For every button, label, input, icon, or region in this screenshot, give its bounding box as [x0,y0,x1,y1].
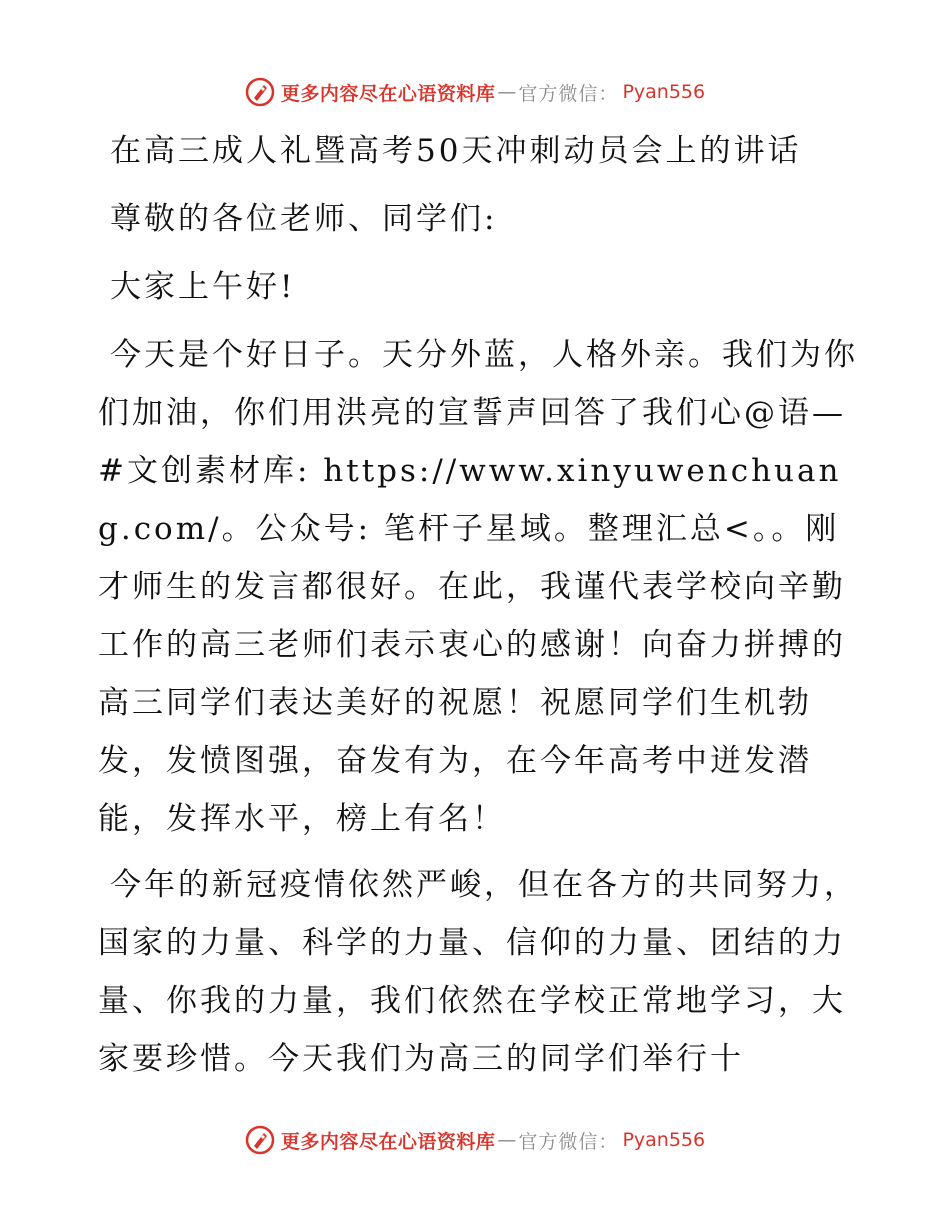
paragraph-1: 今天是个好日子。天分外蓝，人格外亲。我们为你们加油，你们用洪亮的宣誓声回答了我们心@语—#文创素材库: https://www.xinyuwenchuang.com/。公众号: 笔杆子星域。整理汇总<。。刚才师生的发言都很好。在此，我谨代表学校向辛勤工作的高三老师们表示衷心的感谢！向奋力拼搏的高三同学们表达美好的祝愿！祝愿同学们生机勃发，发愤图强，奋发有为，在今年高考中迸发潜能，发挥水平，榜上有名！ [98,337,858,837]
document-body [98,122,858,1088]
banner-separator: — [497,81,517,103]
footer-banner [0,1120,950,1160]
header-banner [0,72,950,112]
greeting: 大家上午好! [110,269,296,305]
salutation: 尊敬的各位老师、同学们: [110,201,498,237]
paragraph-2: 今年的新冠疫情依然严峻，但在各方的共同努力，国家的力量、科学的力量、信仰的力量、团结的力量、你我的力量，我们依然在学校正常地学习，大家要珍惜。今天我们为高三的同学们举行十 [98,867,858,1077]
pen-nib-logo-icon [245,1125,275,1155]
pen-nib-logo-icon [245,77,275,107]
banner-separator: — [497,1129,517,1151]
banner-official-label: 官方微信： [518,1130,619,1153]
banner-wechat-id: Pyan556 [622,1129,706,1151]
banner-wechat-id: Pyan556 [622,81,706,103]
banner-main-text: 更多内容尽在心语资料库 [280,82,496,105]
document-title: 在高三成人礼暨高考50天冲刺动员会上的讲话 [110,133,802,169]
banner-official-label: 官方微信： [518,82,619,105]
banner-main-text: 更多内容尽在心语资料库 [280,1130,496,1153]
